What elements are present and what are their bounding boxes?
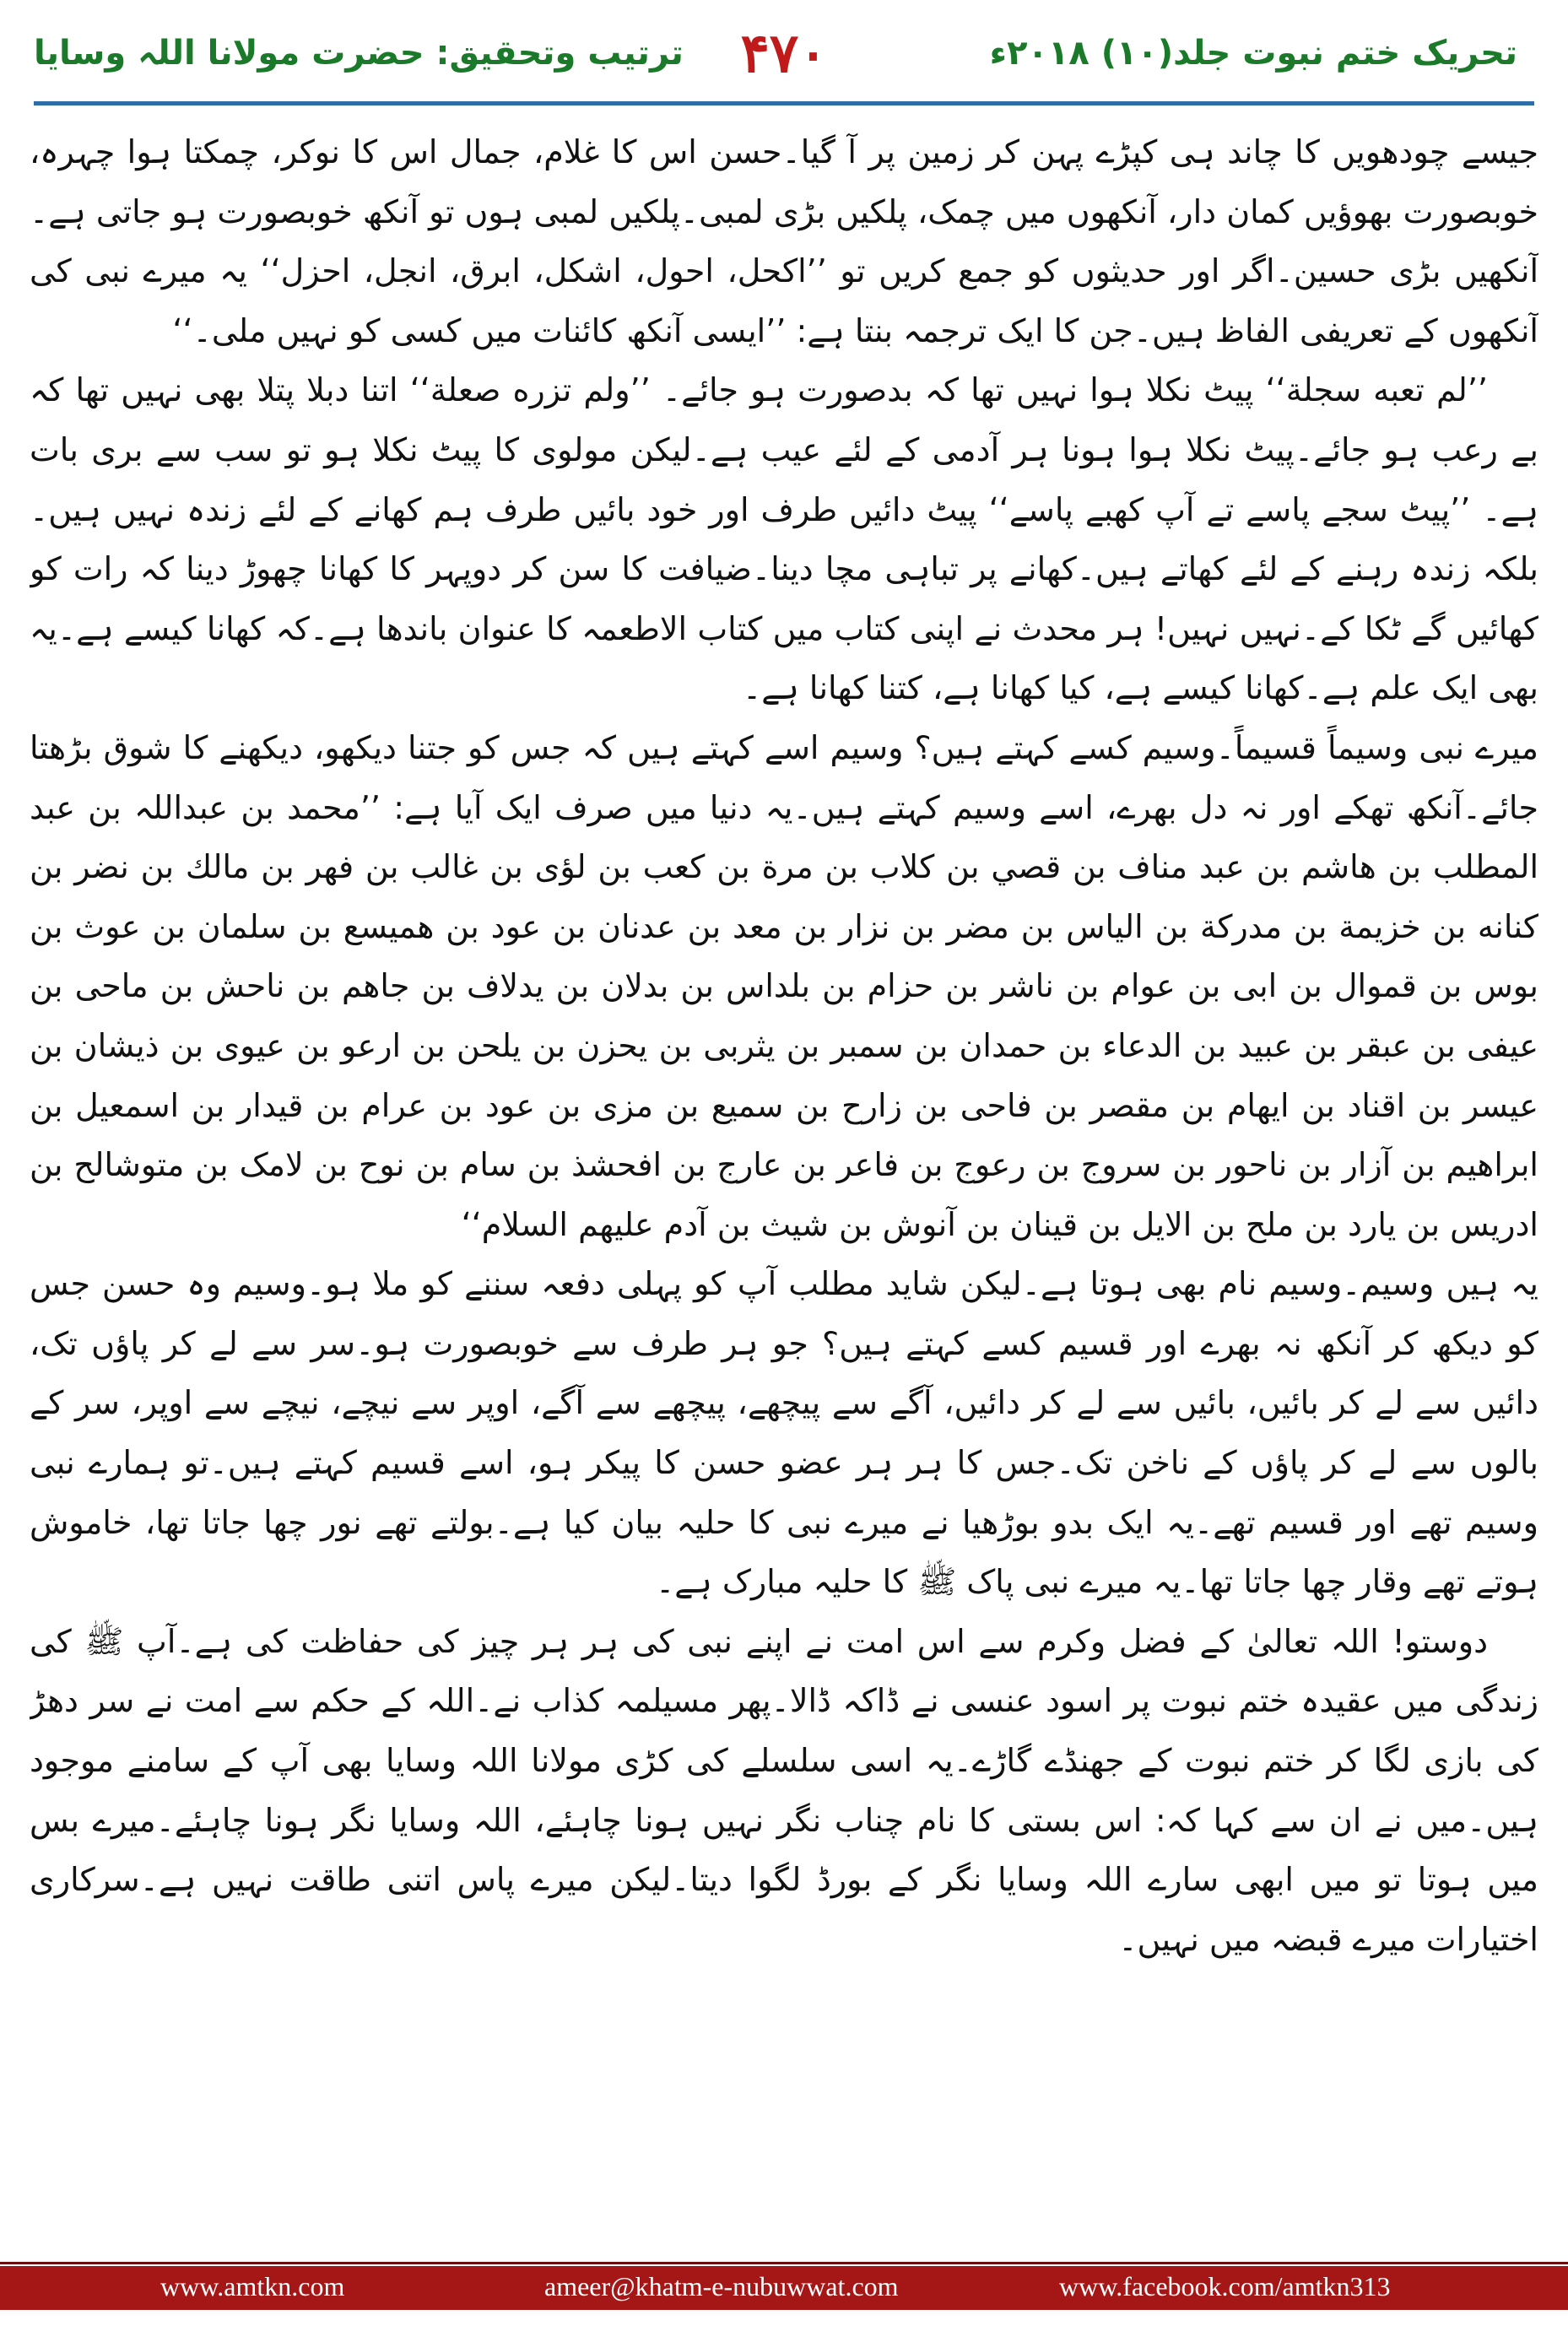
- footer-email-link[interactable]: ameer@khatm-e-nubuwwat.com: [544, 2271, 899, 2301]
- paragraph-belly: ’’لم تعبه سجلة‘‘ پیٹ نکلا ہوا نہیں تھا کہ بدصورت ہو جائے۔ ’’ولم تزره صعلة‘‘ اتنا دبلا پتلا بھی نہیں تھا کہ بے رعب ہو جائے۔پیٹ نکلا ہوا ہونا ہر آدمی کے لئے عیب ہے۔لیکن مولوی کا پیٹ نکلا ہو تو سب سے بری بات ہے۔ ’’پیٹ سجے پاسے تے آپ کھبے پاسے‘‘ پیٹ دائیں طرف اور خود بائیں طرف ہم کھانے کے لئے زندہ نہیں ہیں۔بلکہ زندہ رہنے کے لئے کھاتے ہیں۔کھانے پر تباہی مچا دینا۔ضیافت کا سن کر دوپہر کا کھانا چھوڑ دینا کہ رات کو کھائیں گے ٹکا کے۔نہیں نہیں! ہر محدث نے اپنی کتاب میں کتاب الاطعمہ کا عنوان باندھا ہے۔کہ کھانا کیسے ہے۔یہ بھی ایک علم ہے۔کھانا کیسے ہے، کیا کھانا ہے، کتنا کھانا ہے۔: [30, 371, 1538, 707]
- book-title: تحریک ختم نبوت جلد(۱۰) ۲۰۱۸ء: [989, 34, 1517, 73]
- page-number: ۴۷۰: [740, 22, 828, 85]
- footer-facebook-link[interactable]: www.facebook.com/amtkn313: [1059, 2271, 1391, 2301]
- article-body: [30, 122, 1538, 2190]
- paragraph-genealogy: میرے نبی وسیماً قسیماً۔وسیم کسے کہتے ہیں؟ وسیم اسے کہتے ہیں کہ جس کو جتنا دیکھو، دیکھنے کا شوق بڑھتا جائے۔آنکھ تھکے اور نہ دل بھرے، اسے وسیم کہتے ہیں۔یہ دنیا میں صرف ایک آیا ہے: ’’محمد بن عبداللہ بن عبد المطلب بن هاشم بن عبد مناف بن قصي بن كلاب بن مرة بن كعب بن لؤى بن غالب بن فهر بن مالك بن نضر بن كنانه بن خزيمة بن مدركة بن الياس بن مضر بن نزار بن معد بن عدنان بن عود بن هميسع بن سلمان بن عوث بن بوس بن قموال بن ابى بن عوام بن ناشر بن حزام بن بلداس بن بدلان بن يدلاف بن جاهم بن ناحش بن ماحى بن عيفى بن عبقر بن عبيد بن الدعاء بن حمدان بن سمبر بن يثربى بن يحزن بن يلحن بن ارعو بن عيوى بن ذيشان بن عيسر بن اقناد بن ايهام بن مقصر بن فاحى بن زارح بن سميع بن مزى بن عود بن عرام بن قيدار بن اسمعيل بن ابراهيم بن آزار بن ناحور بن سروج بن رعوج بن فاعر بن عارج بن افحشذ بن سام بن نوح بن لامک بن متوشالح بن ادريس بن يارد بن ملح بن الايل بن قينان بن آنوش بن شيث بن آدم عليهم السلام‘‘: [30, 728, 1538, 1243]
- footer-divider: [0, 2262, 1568, 2264]
- footer-bar: [0, 2266, 1568, 2310]
- paragraph-wasim-qasim: یہ ہیں وسیم۔وسیم نام بھی ہوتا ہے۔لیکن شاید مطلب آپ کو پہلی دفعہ سننے کو ملا ہو۔وسیم وہ حسن جس کو دیکھ کر آنکھ نہ بھرے اور قسیم کسے کہتے ہیں؟ جو ہر طرف سے خوبصورت ہو۔سر سے لے کر پاؤں تک، دائیں سے لے کر بائیں، بائیں سے لے کر دائیں، آگے سے پیچھے، پیچھے سے آگے، اوپر سے نیچے، نیچے سے اوپر، سر کے بالوں سے لے کر پاؤں کے ناخن تک۔جس کا ہر ہر عضو حسن کا پیکر ہو، اسے قسیم کہتے ہیں۔تو ہمارے نبی وسیم تھے اور قسیم تھے۔یہ ایک بدو بوڑھیا نے میرے نبی کا حلیہ بیان کیا ہے۔بولتے تھے نور چھا جاتا تھا، خاموش ہوتے تھے وقار چھا جاتا تھا۔یہ میرے نبی پاک ﷺ کا حلیہ مبارک ہے۔: [30, 1265, 1538, 1601]
- paragraph-eyes: جیسے چودھویں کا چاند ہی کپڑے پہن کر زمین پر آ گیا۔حسن اس کا غلام، جمال اس کا نوکر، چمکتا ہوا چہرہ، خوبصورت بھوؤیں کمان دار، آنکھوں میں چمک، پلکیں بڑی لمبی۔پلکیں لمبی ہوں تو آنکھ خوبصورت ہو جاتی ہے۔آنکھیں بڑی حسین۔اگر اور حدیثوں کو جمع کریں تو ’’اکحل، احول، اشکل، ابرق، انجل، احزل‘‘ یہ میرے نبی کی آنکھوں کے تعریفی الفاظ ہیں۔جن کا ایک ترجمہ بنتا ہے: ’’ایسی آنکھ کائنات میں کسی کو نہیں ملی۔‘‘: [30, 133, 1538, 349]
- paragraph-closing: دوستو! اللہ تعالیٰ کے فضل وکرم سے اس امت نے اپنے نبی کی ہر ہر چیز کی حفاظت کی ہے۔آپ ﷺ کی زندگی میں عقیدہ ختم نبوت پر اسود عنسی نے ڈاکہ ڈالا۔پھر مسیلمہ کذاب نے۔اللہ کے حکم سے امت نے سر دھڑ کی بازی لگا کر ختم نبوت کے جھنڈے گاڑے۔یہ اسی سلسلے کی کڑی مولانا اللہ وسایا بھی آپ کے سامنے موجود ہیں۔میں نے ان سے کہا کہ: اس بستی کا نام چناب نگر نہیں ہونا چاہئے، اللہ وسایا نگر ہونا چاہئے۔میرے بس میں ہوتا تو میں ابھی سارے اللہ وسایا نگر کے بورڈ لگوا دیتا۔لیکن میرے پاس اتنی طاقت نہیں ہے۔سرکاری اختیارات میرے قبضہ میں نہیں۔: [30, 1622, 1538, 1958]
- footer-website-link[interactable]: www.amtkn.com: [160, 2271, 345, 2301]
- header-divider: [34, 101, 1534, 105]
- compiler-credit: ترتیب وتحقیق: حضرت مولانا اللہ وسایا: [34, 34, 684, 73]
